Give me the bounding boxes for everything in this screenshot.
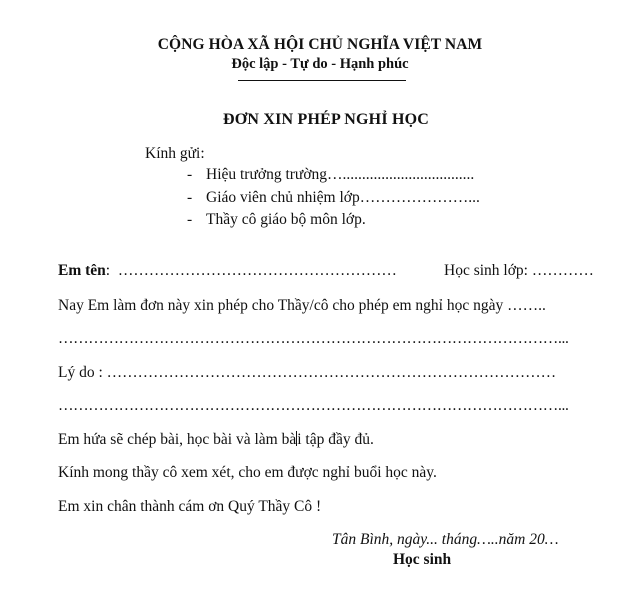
- reason-label: Lý do :: [58, 364, 103, 381]
- request-line: Nay Em làm đơn này xin phép cho Thầy/cô cho phép em nghỉ học ngày ……..: [58, 297, 546, 314]
- student-class-row: [444, 262, 594, 280]
- motto-header: Độc lập - Tự do - Hạnh phúc: [231, 56, 409, 72]
- promise-text: Em hứa sẽ chép bài, học bài và làm bà: [58, 431, 297, 448]
- recipient-homeroom-teacher: [187, 189, 480, 207]
- dotted-fill-line[interactable]: ………………………………………………………………………………………...: [58, 330, 569, 347]
- promise-text: i tập đầy đủ.: [297, 431, 374, 448]
- promise-paragraph: [58, 431, 374, 449]
- document-title: ĐƠN XIN PHÉP NGHỈ HỌC: [223, 111, 429, 128]
- recipient-subject-teachers: [187, 211, 366, 229]
- class-label: Học sinh lớp:: [444, 262, 528, 279]
- class-blank[interactable]: …………: [531, 262, 594, 279]
- header-divider: [238, 80, 406, 81]
- nation-header: CỘNG HÒA XÃ HỘI CHỦ NGHĨA VIỆT NAM: [157, 36, 483, 53]
- reason-blank[interactable]: ……………………………………………………………………………: [106, 364, 557, 381]
- thanks-paragraph: Em xin chân thành cám ơn Quý Thầy Cô !: [58, 498, 322, 515]
- reason-row: [58, 364, 556, 382]
- greeting: Kính gửi:: [145, 145, 205, 162]
- signer-label: Học sinh: [393, 551, 452, 568]
- name-label: Em tên: [58, 262, 106, 279]
- recipient-text: Giáo viên chủ nhiệm lớp…………………...: [206, 189, 480, 206]
- name-blank[interactable]: ………………………………………………: [117, 262, 397, 279]
- list-dash: -: [187, 189, 193, 206]
- name-separator: :: [105, 262, 111, 279]
- list-dash: -: [187, 211, 193, 228]
- dotted-fill-line[interactable]: ………………………………………………………………………………………...: [58, 397, 569, 414]
- student-name-row: [58, 262, 397, 280]
- recipient-principal: [187, 166, 474, 184]
- request-paragraph: Kính mong thầy cô xem xét, cho em được nghỉ buổi học này.: [58, 464, 437, 481]
- list-dash: -: [187, 166, 193, 183]
- recipient-text: Thầy cô giáo bộ môn lớp.: [206, 211, 366, 228]
- recipient-text: Hiệu trưởng trường…..................................: [206, 166, 475, 183]
- place-date: Tân Bình, ngày... tháng…..năm 20…: [332, 531, 559, 548]
